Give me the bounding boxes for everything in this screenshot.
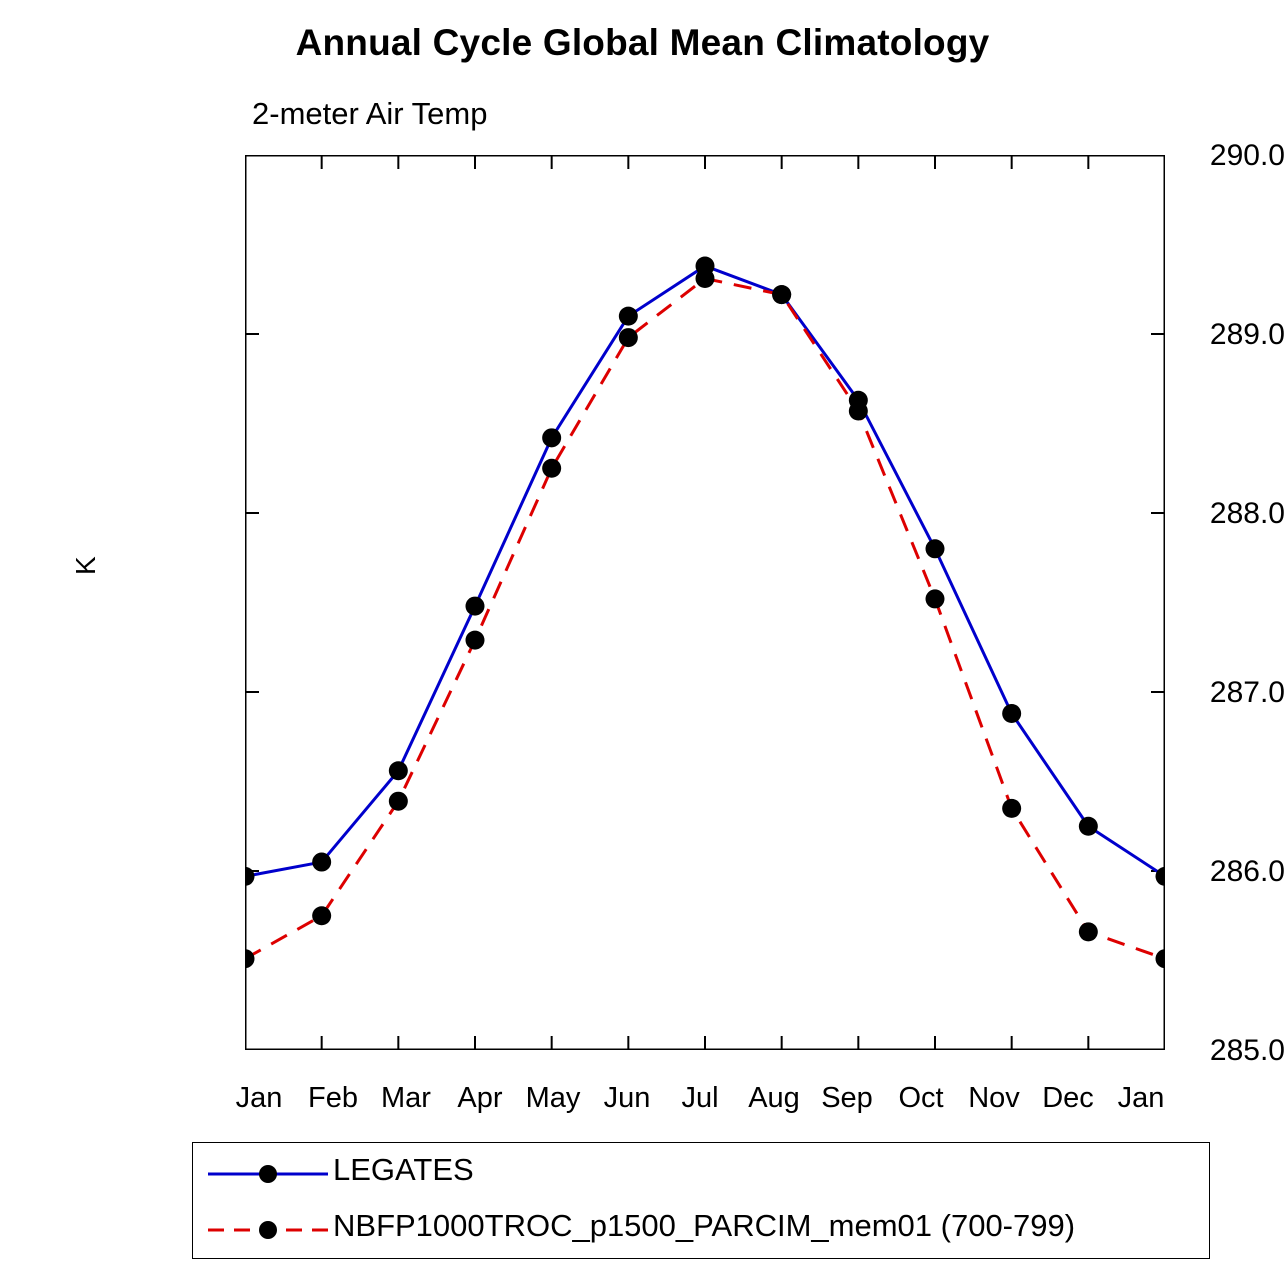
data-point	[312, 906, 331, 925]
x-tick-label: Feb	[308, 1082, 358, 1114]
chart-svg	[245, 155, 1165, 1050]
legend-swatch-series-2	[203, 1201, 333, 1259]
x-tick-label: Jan	[1117, 1082, 1165, 1114]
data-point	[696, 269, 715, 288]
y-tick-label: 290.0	[1209, 139, 1285, 172]
data-point	[312, 853, 331, 872]
y-tick-label: 286.0	[1209, 855, 1285, 888]
legend-label: NBFP1000TROC_p1500_PARCIM_mem01 (700-799)	[333, 1208, 1076, 1243]
data-point	[1002, 799, 1021, 818]
y-tick-label: 289.0	[1209, 318, 1285, 351]
legend	[192, 1142, 1210, 1259]
data-point	[772, 285, 791, 304]
plot-frame	[246, 156, 1165, 1050]
chart-subtitle: 2-meter Air Temp	[252, 96, 488, 131]
data-point	[849, 401, 868, 420]
data-point	[1002, 704, 1021, 723]
data-point	[926, 589, 945, 608]
x-tick-label: Jan	[235, 1082, 283, 1114]
data-point	[389, 792, 408, 811]
x-tick-label: Apr	[457, 1082, 503, 1114]
x-tick-label: Sep	[821, 1082, 873, 1114]
legend-label: LEGATES	[333, 1152, 474, 1187]
data-point	[542, 459, 561, 478]
data-point	[389, 761, 408, 780]
legend-item	[193, 1201, 1209, 1259]
legend-swatch-series-1	[203, 1145, 333, 1203]
x-tick-label: Jun	[603, 1082, 651, 1114]
x-tick-label: Jul	[681, 1082, 719, 1114]
x-tick-label: Aug	[748, 1082, 800, 1114]
x-tick-label: May	[525, 1082, 581, 1114]
x-tick-label: Nov	[968, 1082, 1020, 1114]
data-point	[1079, 817, 1098, 836]
y-tick-label: 288.0	[1209, 497, 1285, 530]
data-point	[466, 631, 485, 650]
x-tick-label: Oct	[898, 1082, 944, 1114]
data-point	[466, 597, 485, 616]
plot-area	[245, 155, 1165, 1050]
page-title: Annual Cycle Global Mean Climatology	[295, 22, 990, 63]
legend-item	[193, 1145, 1209, 1203]
y-axis-label: K	[70, 556, 101, 575]
x-tick-label: Dec	[1042, 1082, 1094, 1114]
y-tick-label: 285.0	[1209, 1034, 1285, 1067]
data-point	[1079, 922, 1098, 941]
y-tick-label: 287.0	[1209, 676, 1285, 709]
data-point	[542, 428, 561, 447]
data-point	[619, 328, 638, 347]
data-point	[926, 539, 945, 558]
x-tick-label: Mar	[381, 1082, 431, 1114]
data-point	[619, 307, 638, 326]
